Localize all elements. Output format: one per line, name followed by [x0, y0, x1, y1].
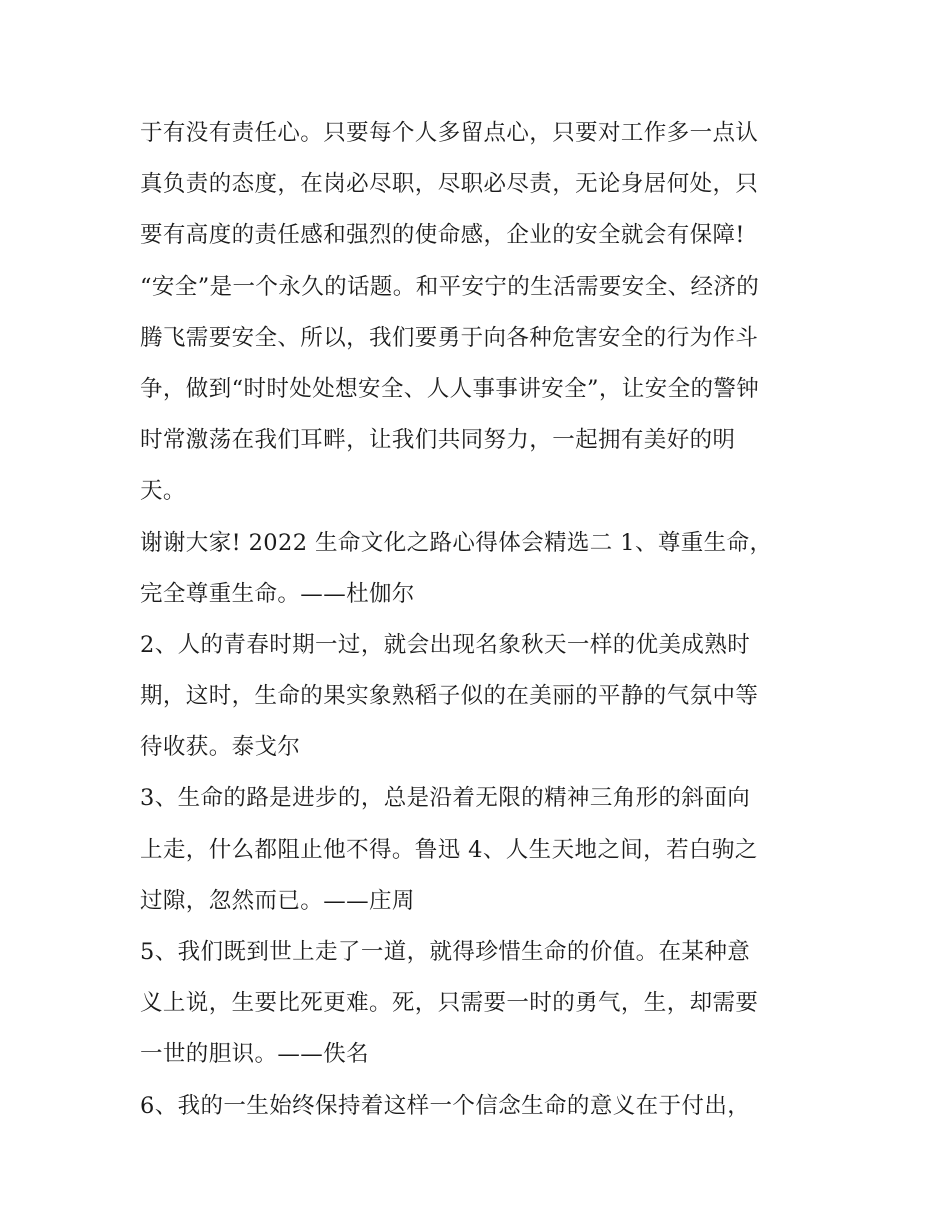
text-line: 谢谢大家! 2022 生命文化之路心得体会精选二 1、尊重生命， — [140, 529, 773, 556]
text-line: 期，这时，生命的果实象熟稻子似的在美丽的平静的气氛中等 — [140, 683, 759, 710]
text-line: 一世的胆识。——佚名 — [140, 1041, 370, 1068]
text-line: 时常激荡在我们耳畔，让我们共同努力，一起拥有美好的明 — [140, 427, 736, 454]
text-line: 天。 — [140, 478, 186, 505]
text-line: 真负责的态度，在岗必尽职，尽职必尽责，无论身居何处，只 — [140, 171, 759, 198]
text-line: 要有高度的责任感和强烈的使命感，企业的安全就会有保障! — [140, 222, 745, 249]
text-line: 争，做到“时时处处想安全、人人事事讲安全”，让安全的警钟 — [140, 375, 760, 402]
body-text — [140, 108, 820, 1132]
text-line: 义上说，生要比死更难。死，只需要一时的勇气，生，却需要 — [140, 990, 759, 1017]
text-line: 上走，什么都阻止他不得。鲁迅 4、人生天地之间，若白驹之 — [140, 836, 758, 863]
text-line: “安全”是一个永久的话题。和平安宁的生活需要安全、经济的 — [140, 273, 760, 300]
text-line: 腾飞需要安全、所以，我们要勇于向各种危害安全的行为作斗 — [140, 324, 759, 351]
text-line: 完全尊重生命。——杜伽尔 — [140, 580, 415, 607]
text-line: 5、我们既到世上走了一道，就得珍惜生命的价值。在某种意 — [140, 939, 751, 965]
text-line: 过隙，忽然而已。——庄周 — [140, 887, 415, 914]
text-line: 2、人的青春时期一过，就会出现名象秋天一样的优美成熟时 — [140, 631, 751, 658]
text-line: 3、生命的路是进步的，总是沿着无限的精神三角形的斜面向 — [140, 785, 751, 812]
text-line: 于有没有责任心。只要每个人多留点心，只要对工作多一点认 — [140, 120, 759, 146]
text-line: 6、我的一生始终保持着这样一个信念生命的意义在于付出， — [140, 1092, 751, 1119]
text-line: 待收获。泰戈尔 — [140, 734, 301, 761]
